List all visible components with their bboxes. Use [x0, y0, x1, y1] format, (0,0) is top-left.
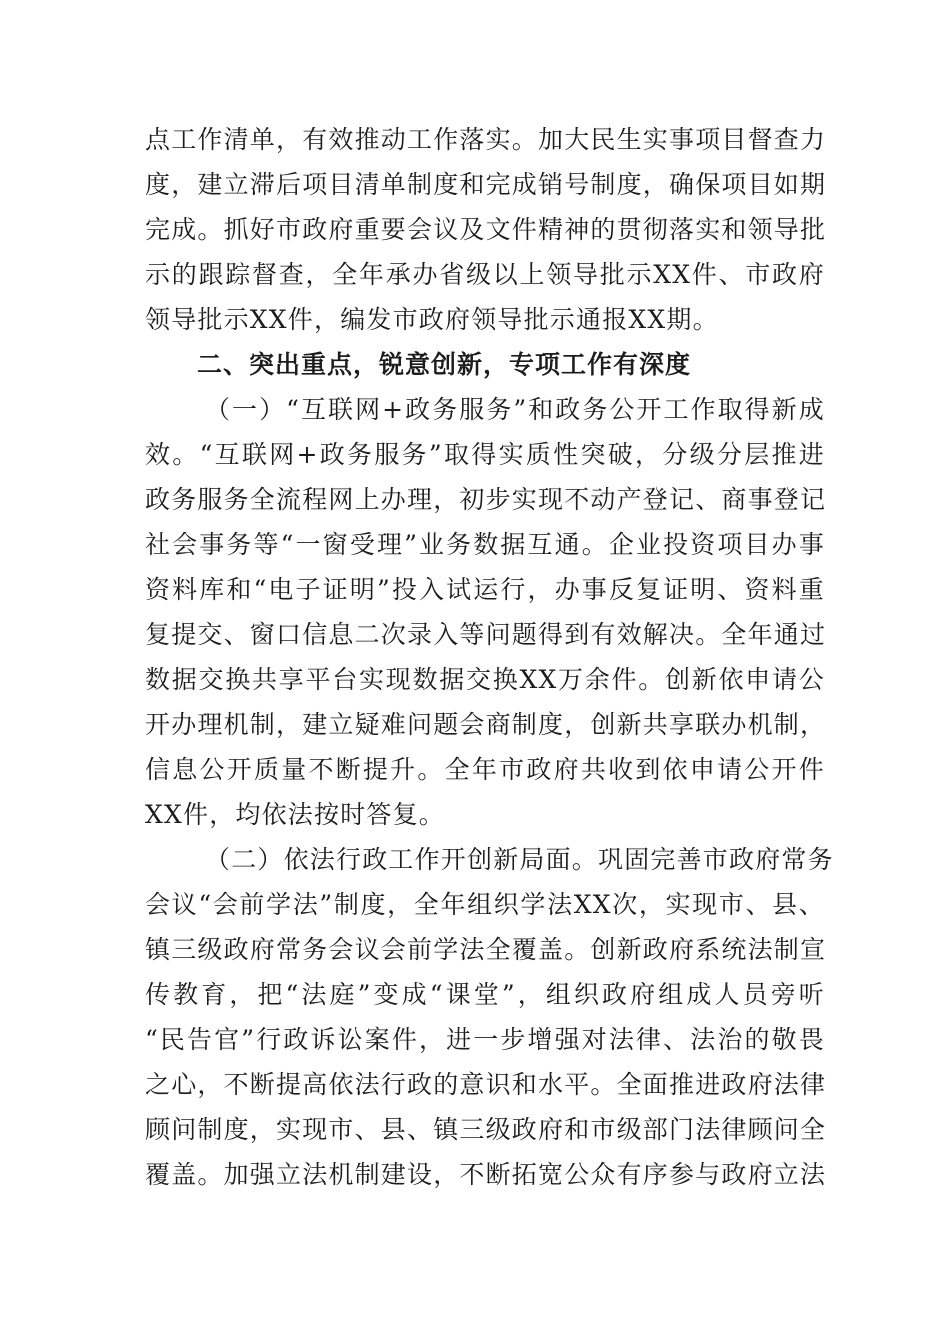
body-text-line: 开办理机制，建立疑难问题会商制度，创新共享联办机制， — [145, 710, 827, 739]
body-text-line: 领导批示XX件，编发市政府领导批示通报XX期。 — [145, 305, 719, 334]
body-text-line: 资料库和“电子证明”投入试运行，办事反复证明、资料重 — [145, 575, 825, 604]
body-text-line: 数据交换共享平台实现数据交换XX万余件。创新依申请公 — [145, 665, 825, 694]
body-text-line: 之心，不断提高依法行政的意识和水平。全面推进政府法律 — [145, 1070, 827, 1099]
body-text-line: “民告官”行政诉讼案件，进一步增强对法律、法治的敬畏 — [145, 1025, 825, 1054]
body-text-line: 复提交、窗口信息二次录入等问题得到有效解决。全年通过 — [145, 620, 827, 649]
body-text-line: 社会事务等“一窗受理”业务数据互通。企业投资项目办事 — [145, 530, 825, 559]
body-text-line: 政务服务全流程网上办理，初步实现不动产登记、商事登记 — [145, 485, 827, 514]
body-text-line: 信息公开质量不断提升。全年市政府共收到依申请公开件 — [145, 755, 825, 784]
body-text-line: 示的跟踪督查，全年承办省级以上领导批示XX件、市政府 — [145, 260, 825, 289]
body-text-line: XX件，均依法按时答复。 — [145, 800, 445, 829]
body-text-line: 度，建立滞后项目清单制度和完成销号制度，确保项目如期 — [145, 170, 827, 199]
body-text-line: 镇三级政府常务会议会前学法全覆盖。创新政府系统法制宣 — [145, 935, 827, 964]
paragraph-first-line: （二）依法行政工作开创新局面。巩固完善市政府常务 — [205, 845, 834, 874]
body-text-line: 覆盖。加强立法机制建设，不断拓宽公众有序参与政府立法 — [145, 1160, 827, 1189]
body-text-line: 传教育，把“法庭”变成“课堂”，组织政府组成人员旁听 — [145, 980, 825, 1009]
section-heading: 二、突出重点，锐意创新，专项工作有深度 — [197, 350, 692, 379]
paragraph-first-line: （一）“互联网+政务服务”和政务公开工作取得新成 — [205, 395, 825, 424]
body-text-line: 效。“互联网+政务服务”取得实质性突破，分级分层推进 — [145, 440, 825, 469]
body-text-line: 点工作清单，有效推动工作落实。加大民生实事项目督查力 — [145, 125, 827, 154]
body-text-line: 顾问制度，实现市、县、镇三级政府和市级部门法律顾问全 — [145, 1115, 827, 1144]
body-text-line: 完成。抓好市政府重要会议及文件精神的贯彻落实和领导批 — [145, 215, 827, 244]
body-text-line: 会议“会前学法”制度，全年组织学法XX次，实现市、县、 — [145, 890, 825, 919]
